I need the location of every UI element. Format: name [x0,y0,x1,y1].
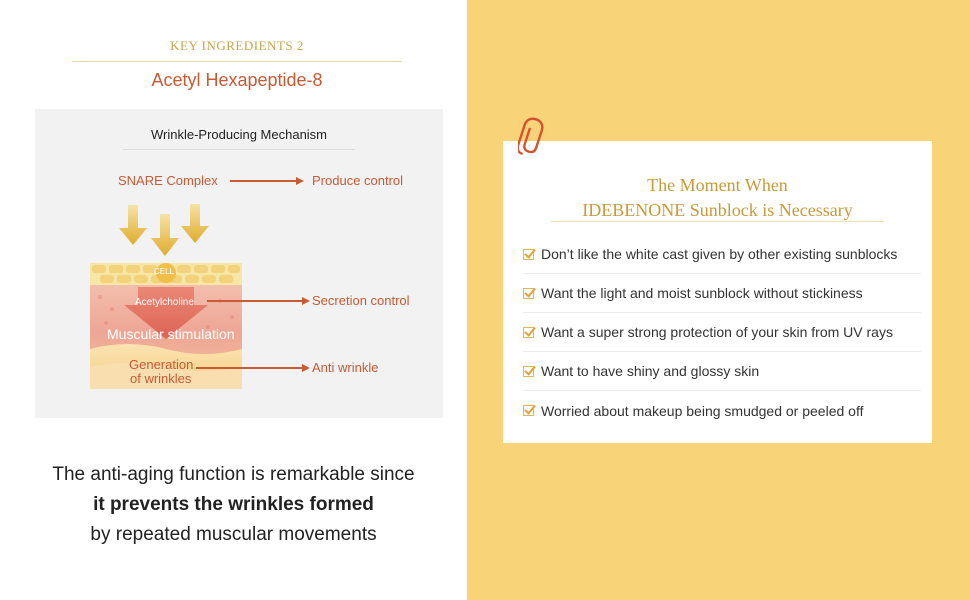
card-title [503,173,932,223]
right-arrow-icon [302,297,310,305]
mechanism-diagram [35,109,443,418]
generation-label: Generation [129,357,194,372]
anti-wrinkle-label: Anti wrinkle [312,360,379,375]
card-title-underline [551,221,884,222]
secretion-control-label: Secretion control [312,293,410,308]
checkbox-icon [523,366,534,377]
checkbox-icon [523,288,534,299]
list-item [523,313,921,352]
list-item [523,391,921,430]
list-item-text: Don’t like the white cast given by other existing sunblocks [541,246,898,262]
list-item [523,235,921,274]
list-item-text: Want a super strong protection of your skin from UV rays [541,324,893,340]
reason-list [523,235,921,430]
snare-complex-label: SNARE Complex [118,173,218,188]
cell-label: CELL [154,267,175,276]
list-item-text: Want to have shiny and glossy skin [541,363,760,379]
list-item-text: Worried about makeup being smudged or peeled off [541,402,864,419]
muscular-stimulation-label: Muscular stimulation [107,326,235,342]
right-arrow-icon [296,177,304,185]
anti-wrinkle-arrow-line [196,367,302,369]
mechanism-title: Wrinkle-Producing Mechanism [150,127,328,142]
list-item [523,274,921,313]
produce-control-label: Produce control [312,173,404,188]
paragraph-line-3: by repeated muscular movements [90,524,377,545]
down-arrow-icon [118,202,218,260]
paperclip-icon [518,116,546,160]
paragraph-line-2: it prevents the wrinkles formed [93,494,374,515]
mechanism-title-underline [123,149,355,150]
generation-label-line2: of wrinkles [130,371,192,386]
checkbox-icon [523,405,534,416]
acetylcholine-label: Acetylcholine [135,297,194,308]
kicker-divider [72,61,402,62]
necessity-card [503,141,932,443]
checkbox-icon [523,327,534,338]
left-panel [0,0,467,600]
card-title-line-1: The Moment When [647,175,788,195]
right-arrow-icon [302,364,310,372]
benefit-paragraph [0,460,467,550]
secretion-arrow-line [207,300,302,302]
section-kicker: KEY INGREDIENTS 2 [170,38,304,53]
snare-arrow-line [230,180,296,182]
list-item-text: Want the light and moist sunblock without stickiness [541,285,863,301]
checkbox-icon [523,249,534,260]
list-item [523,352,921,391]
paragraph-line-1: The anti-aging function is remarkable since [52,464,415,485]
ingredient-title: Acetyl Hexapeptide-8 [151,70,323,90]
card-title-line-2: IDEBENONE Sunblock is Necessary [582,200,853,220]
